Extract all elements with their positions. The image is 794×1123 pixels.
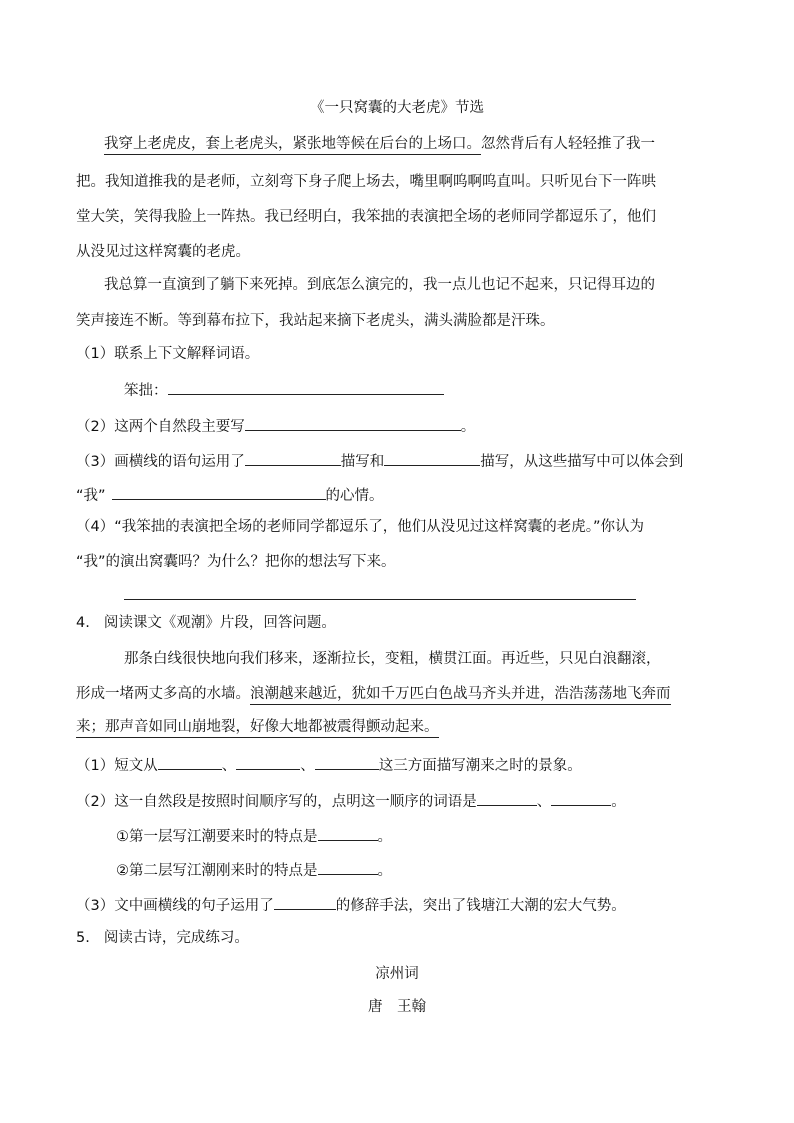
- paragraph-line: 笑声接连不断。等到幕布拉下，我站起来摘下老虎头，满头满脸都是汗珠。: [76, 313, 555, 329]
- answer-blank[interactable]: [318, 824, 378, 841]
- underlined-sentence: 浪潮越来越近，犹如千万匹白色战马齐头并进，浩浩荡荡地飞奔而: [250, 686, 671, 705]
- paragraph-line: 我穿上老虎皮，套上老虎头，紧张地等候在后台的上场口。忽然背后有人轻轻推了我一: [104, 134, 655, 154]
- poem-author: 唐 王翰: [368, 999, 426, 1015]
- answer-blank[interactable]: [318, 858, 378, 875]
- question-heading: 5. 阅读古诗，完成练习。: [76, 930, 249, 946]
- passage-title: 《一只窝囊的大老虎》节选: [310, 100, 484, 116]
- question-2: （2）这两个自然段主要写 。: [76, 414, 475, 437]
- question-1: （1）联系上下文解释词语。: [76, 346, 260, 362]
- question-3-line2: “我” 的心情。: [76, 483, 384, 506]
- question-4: （4）“我笨拙的表演把全场的老师同学都逗乐了，他们从没见过这样窝囊的老虎。”你认为: [76, 519, 644, 535]
- poem-title: 凉州词: [375, 966, 419, 982]
- question-2-item-a: ①第一层写江潮要来时的特点是 。: [116, 824, 392, 847]
- question-1-item: 笨拙：: [124, 378, 444, 401]
- answer-blank[interactable]: [245, 414, 461, 431]
- answer-blank[interactable]: [384, 449, 480, 466]
- question-3: （3）文中画横线的句子运用了 的修辞手法，突出了钱塘江大潮的宏大气势。: [76, 893, 626, 916]
- question-1: （1）短文从 、 、 这三方面描写潮来之时的景象。: [76, 753, 582, 776]
- paragraph-line: 堂大笑，笑得我脸上一阵热。我已经明白，我笨拙的表演把全场的老师同学都逗乐了，他们: [76, 209, 656, 225]
- answer-blank[interactable]: [245, 449, 341, 466]
- question-3: （3）画横线的语句运用了 描写和 描写，从这些描写中可以体会到: [76, 449, 683, 472]
- paragraph-line: 从没见过这样窝囊的老虎。: [76, 244, 250, 260]
- question-heading: 4. 阅读课文《观潮》片段，回答问题。: [76, 615, 336, 631]
- question-2-item-b: ②第二层写江潮刚来时的特点是 。: [116, 858, 392, 881]
- paragraph-line: 形成一堵两丈多高的水墙。浪潮越来越近，犹如千万匹白色战马齐头并进，浩浩荡荡地飞奔而: [76, 684, 671, 704]
- paragraph-line: 我总算一直演到了躺下来死掉。到底怎么演完的，我一点儿也记不起来，只记得耳边的: [104, 277, 655, 293]
- answer-blank[interactable]: [158, 753, 222, 770]
- answer-blank[interactable]: [168, 378, 444, 395]
- answer-blank[interactable]: [112, 483, 326, 500]
- answer-blank[interactable]: [551, 789, 611, 806]
- answer-blank[interactable]: [315, 753, 379, 770]
- question-4-line2: “我”的演出窝囊吗？为什么？把你的想法写下来。: [76, 554, 396, 570]
- underlined-sentence: 来；那声音如同山崩地裂，好像大地都被震得颤动起来。: [76, 719, 439, 738]
- paragraph-line: 那条白线很快地向我们移来，逐渐拉长，变粗，横贯江面。再近些，只见白浪翻滚，: [124, 651, 661, 667]
- underlined-sentence: 我穿上老虎皮，套上老虎头，紧张地等候在后台的上场口。: [104, 136, 481, 155]
- paragraph-line: 把。我知道推我的是老师，立刻弯下身子爬上场去，嘴里啊呜啊呜直叫。只听见台下一阵哄: [76, 174, 656, 190]
- answer-blank[interactable]: [236, 753, 300, 770]
- answer-blank[interactable]: [477, 789, 537, 806]
- answer-blank[interactable]: [274, 893, 336, 910]
- paragraph-line: [76, 717, 439, 737]
- question-2: （2）这一自然段是按照时间顺序写的，点明这一顺序的词语是 、 。: [76, 789, 626, 812]
- answer-line[interactable]: [124, 599, 636, 600]
